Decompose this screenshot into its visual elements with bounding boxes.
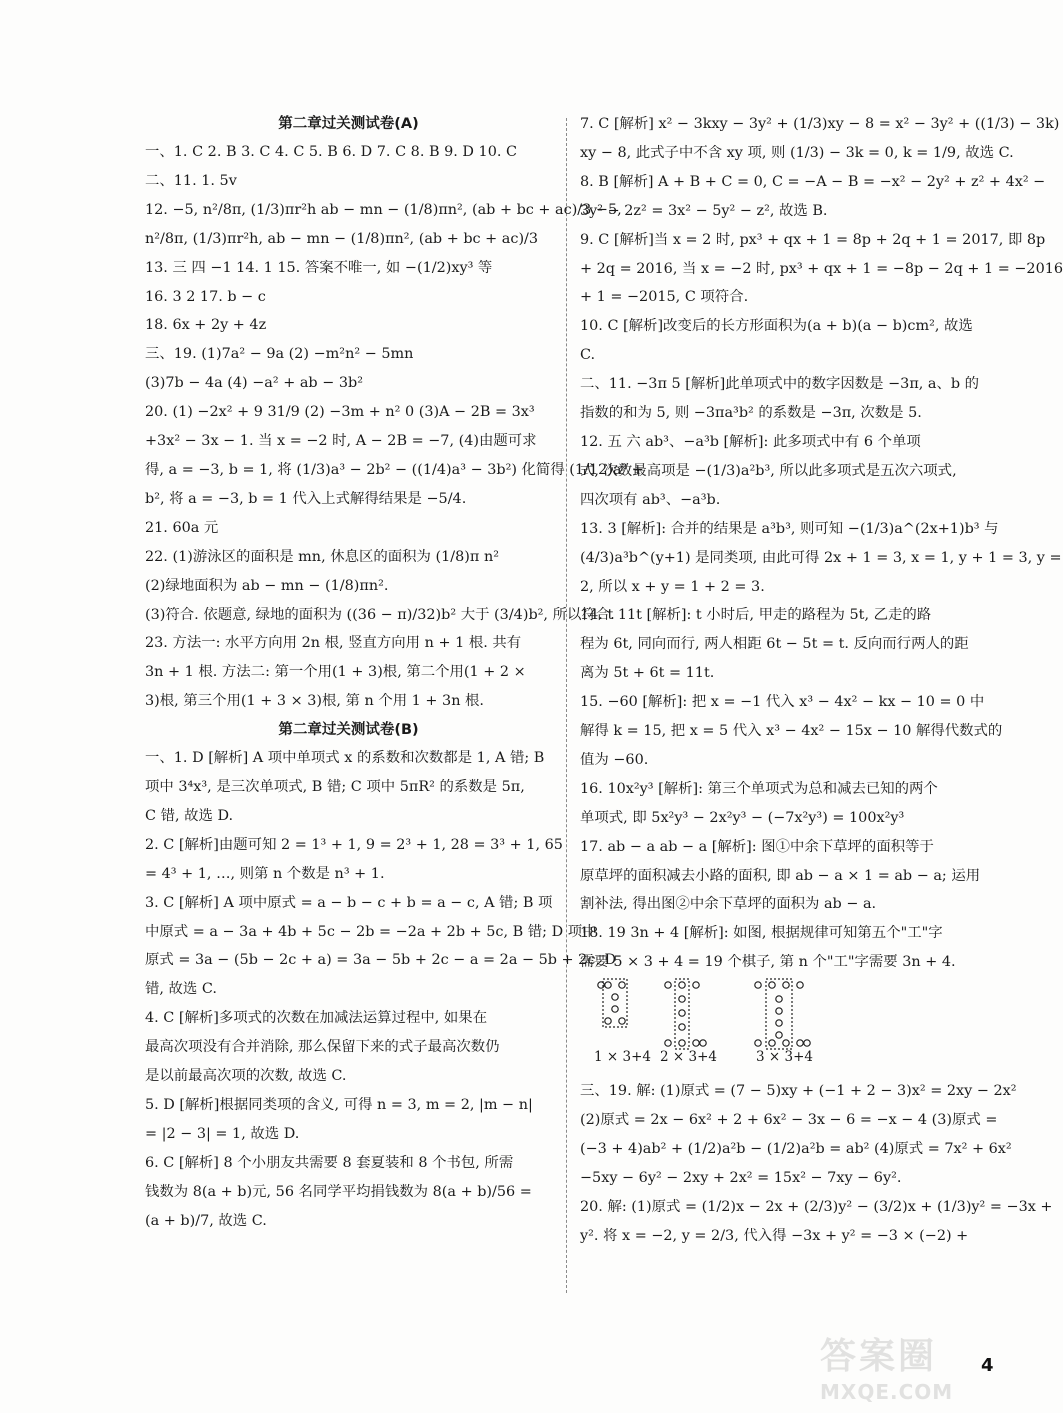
chess-piece	[679, 1024, 685, 1030]
chess-piece	[679, 982, 685, 988]
gong-figure	[580, 977, 984, 1077]
answer-line: 最高次项没有合并消除, 那么保留下来的式子最高次数仍	[145, 1039, 500, 1056]
answer-line: −5xy − 6y² − 2xy + 2x² = 15x² − 7xy − 6y².	[580, 1169, 902, 1186]
figure-label-1: 1 × 3+4	[594, 1049, 651, 1066]
answer-line: b², 将 a = −3, b = 1 代入上式解得结果是 −5/4.	[145, 490, 467, 507]
answer-line: (2)绿地面积为 ab − mn − (1/8)πn².	[145, 577, 389, 594]
answer-line: 6. C [解析] 8 个小朋友共需要 8 套夏装和 8 个书包, 所需	[145, 1154, 514, 1171]
answer-line: 值为 −60.	[580, 751, 649, 768]
answer-line: 3)根, 第三个用(1 + 3 × 3)根, 第 n 个用 1 + 3n 根.	[145, 693, 485, 710]
answer-line: 解得 k = 15, 把 x = 5 代入 x³ − 4x² − 15x − 10 解得代数式的	[580, 723, 1003, 740]
watermark	[820, 1328, 990, 1413]
answer-line: 23. 方法一: 水平方向用 2n 根, 竖直方向用 n + 1 根. 共有	[145, 635, 522, 652]
chess-piece	[797, 982, 803, 988]
answer-line: 二、11. 1. 5v	[145, 172, 237, 189]
answer-line: 2. C [解析]由题可知 2 = 1³ + 1, 9 = 2³ + 1, 28 = 3³ + 1, 65	[145, 836, 563, 853]
answer-line: 20. 解: (1)原式 = (1/2)x − 2x + (2/3)y² − (3/2)x + (1/3)y² = −3x +	[580, 1198, 1053, 1215]
answer-line: 4. C [解析]多项式的次数在加减法运算过程中, 如果在	[145, 1010, 488, 1027]
column-divider	[566, 118, 567, 1293]
answer-line: (a + b)/7, 故选 C.	[145, 1212, 267, 1229]
answer-line: C.	[580, 347, 596, 364]
chess-piece	[783, 982, 789, 988]
chess-piece	[605, 982, 611, 988]
answer-line: 四次项有 ab³、−a³b.	[580, 491, 721, 508]
answer-line: 3n + 1 根. 方法二: 第一个用(1 + 3)根, 第二个用(1 + 2 ×	[145, 664, 526, 681]
chess-piece	[612, 994, 618, 1000]
answer-line: 16. 10x²y³ [解析]: 第三个单项式为总和减去已知的两个	[580, 780, 938, 797]
chess-piece	[783, 1040, 789, 1046]
answer-line: 三、19. (1)7a² − 9a (2) −m²n² − 5mn	[145, 346, 414, 363]
watermark-logo-text: 答案圈	[820, 1336, 938, 1377]
chess-piece	[679, 1010, 685, 1016]
answer-line: 17. ab − a ab − a [解析]: 图①中余下草坪的面积等于	[580, 838, 934, 855]
answer-line: + 1 = −2015, C 项符合.	[580, 289, 749, 306]
answer-line: (3)符合. 依题意, 绿地的面积为 ((36 − π)/32)b² 大于 (3/4)b², 所以符合.	[145, 606, 615, 623]
answer-line: 14. t 11t [解析]: t 小时后, 甲走的路程为 5t, 乙走的路	[580, 607, 932, 624]
answer-line: 二、11. −3π 5 [解析]此单项式中的数字因数是 −3π, a、b 的	[580, 376, 980, 393]
figure-label-3: 3 × 3+4	[756, 1049, 813, 1066]
answer-line: 22. (1)游泳区的面积是 mn, 休息区的面积为 (1/8)π n²	[145, 548, 499, 565]
answer-line: C 错, 故选 D.	[145, 807, 234, 824]
answer-line: 13. 三 四 −1 14. 1 15. 答案不唯一, 如 −(1/2)xy³ 等	[145, 259, 493, 276]
answer-line: 16. 3 2 17. b − c	[145, 288, 266, 305]
answer-line: 单项式, 即 5x²y³ − 2x²y³ − (−7x²y³) = 100x²y³	[580, 809, 905, 826]
chess-piece	[769, 982, 775, 988]
chess-piece	[619, 1018, 625, 1024]
chess-piece	[693, 982, 699, 988]
answer-line: 3y² − 2z² = 3x² − 5y² − z², 故选 B.	[580, 202, 828, 219]
chess-piece	[605, 1018, 611, 1024]
answer-line: 一、1. D [解析] A 项中单项式 x 的系数和次数都是 1, A 错; B	[145, 750, 545, 767]
answer-line: + 2q = 2016, 当 x = −2 时, px³ + qx + 1 = −8p − 2q + 1 = −2016	[580, 260, 1063, 277]
right-column-top	[580, 110, 1063, 977]
answer-line: (3)7b − 4a (4) −a² + ab − 3b²	[145, 375, 363, 392]
chess-piece	[776, 996, 782, 1002]
chess-piece	[776, 1008, 782, 1014]
answer-line: 钱数为 8(a + b)元, 56 名同学平均捐钱数为 8(a + b)/56 =	[145, 1183, 532, 1200]
answer-line: 程为 6t, 同向而行, 两人相距 6t − 5t = t. 反向而行两人的距	[580, 636, 969, 653]
right-column-bottom	[580, 1077, 1053, 1250]
page-number: 4	[981, 1355, 994, 1376]
section-title: 第二章过关测试卷(B)	[278, 722, 419, 739]
chess-piece	[679, 996, 685, 1002]
chess-piece	[804, 1040, 810, 1046]
answer-line: 12. −5, n²/8π, (1/3)πr²h ab − mn − (1/8)πn², (ab + bc + ac)/3 −5,	[145, 201, 622, 218]
answer-line: 一、1. C 2. B 3. C 4. C 5. B 6. D 7. C 8. B 9. D 10. C	[145, 144, 518, 160]
chess-piece	[679, 1040, 685, 1046]
answer-line: 9. C [解析]当 x = 2 时, px³ + qx + 1 = 8p + 2q + 1 = 2017, 即 8p	[580, 231, 1046, 248]
answer-line: xy − 8, 此式子中不含 xy 项, 则 (1/3) − 3k = 0, k = 1/9, 故选 C.	[580, 144, 1014, 161]
chess-piece	[612, 1006, 618, 1012]
chess-piece	[755, 982, 761, 988]
answer-line: 13. 3 [解析]: 合并的结果是 a³b³, 则可知 −(1/3)a^(2x+1)b³ 与	[580, 520, 999, 537]
answer-line: 8. B [解析] A + B + C = 0, C = −A − B = −x² − 2y² + z² + 4x² −	[580, 173, 1046, 190]
answer-line: 项中 3⁴x³, 是三次单项式, B 错; C 项中 5πR² 的系数是 5π,	[145, 779, 525, 796]
answer-line: 式, 次数最高项是 −(1/3)a²b³, 所以此多项式是五次六项式,	[580, 462, 957, 479]
chess-piece	[755, 1040, 761, 1046]
chess-piece	[619, 982, 625, 988]
answer-line: 离为 5t + 6t = 11t.	[580, 665, 715, 682]
answer-line: 错, 故选 C.	[145, 981, 217, 998]
answer-line: 指数的和为 5, 则 −3πa³b² 的系数是 −3π, 次数是 5.	[580, 405, 922, 422]
answer-line: 原式 = 3a − (5b − 2c + a) = 3a − 5b + 2c − a = 2a − 5b + 2c, D	[145, 952, 617, 969]
answer-line: 15. −60 [解析]: 把 x = −1 代入 x³ − 4x² − kx − 10 = 0 中	[580, 694, 985, 711]
answer-line: (2)原式 = 2x − 6x² + 2 + 6x² − 3x − 6 = −x − 4 (3)原式 =	[580, 1112, 998, 1129]
answer-line: 3. C [解析] A 项中原式 = a − b − c + b = a − c, A 错; B 项	[145, 894, 553, 911]
chess-piece	[776, 1020, 782, 1026]
answer-line: 中原式 = a − 3a + 4b + 5c − 2b = −2a + 2b + 5c, B 错; D 项中	[145, 923, 597, 940]
section-title: 第二章过关测试卷(A)	[278, 116, 419, 132]
chess-piece	[665, 1040, 671, 1046]
answer-line: 需要 5 × 3 + 4 = 19 个棋子, 第 n 个"工"字需要 3n + 4.	[580, 954, 956, 971]
answer-line: 原草坪的面积减去小路的面积, 即 ab − a × 1 = ab − a; 运用	[580, 867, 981, 884]
answer-line: (4/3)a³b^(y+1) 是同类项, 由此可得 2x + 1 = 3, x = 1, y + 1 = 3, y =	[580, 549, 1062, 566]
answer-line: 10. C [解析]改变后的长方形面积为(a + b)(a − b)cm², 故选	[580, 318, 973, 335]
chess-piece	[776, 1032, 782, 1038]
answer-line: 20. (1) −2x² + 9 31/9 (2) −3m + n² 0 (3)A − 2B = 3x³	[145, 404, 535, 421]
dotted-outline	[603, 979, 627, 1027]
right-column	[580, 110, 1063, 1251]
answer-line: = 4³ + 1, …, 则第 n 个数是 n³ + 1.	[145, 865, 385, 882]
answer-line: = |2 − 3| = 1, 故选 D.	[145, 1125, 300, 1142]
answer-line: 18. 6x + 2y + 4z	[145, 317, 267, 334]
answer-line: y². 将 x = −2, y = 2/3, 代入得 −3x + y² = −3 × (−2) +	[580, 1227, 969, 1244]
answer-line: 是以前最高次项的次数, 故选 C.	[145, 1068, 347, 1085]
answer-line: n²/8π, (1/3)πr²h, ab − mn − (1/8)πn², (ab + bc + ac)/3	[145, 230, 539, 247]
answer-line: 得, a = −3, b = 1, 将 (1/3)a³ − 2b² − ((1/4)a³ − 3b²) 化简得 (1/12)a³ +	[145, 461, 644, 478]
answer-line: 21. 60a 元	[145, 519, 219, 536]
dotted-outline	[675, 979, 689, 1049]
chess-piece	[769, 1040, 775, 1046]
answer-line: 2, 所以 x + y = 1 + 2 = 3.	[580, 578, 765, 595]
answer-line: 三、19. 解: (1)原式 = (7 − 5)xy + (−1 + 2 − 3)x² = 2xy − 2x²	[580, 1083, 1017, 1100]
answer-line: 12. 五 六 ab³、−a³b [解析]: 此多项式中有 6 个单项	[580, 433, 921, 450]
answer-line: 18. 19 3n + 4 [解析]: 如图, 根据规律可知第五个"工"字	[580, 925, 943, 942]
answer-line: +3x² − 3x − 1. 当 x = −2 时, A − 2B = −7, (4)由题可求	[145, 433, 537, 450]
answer-line: 5. D [解析]根据同类项的含义, 可得 n = 3, m = 2, |m − n|	[145, 1097, 533, 1113]
answer-line: (−3 + 4)ab² + (1/2)a²b − (1/2)a²b = ab² (4)原式 = 7x² + 6x²	[580, 1141, 1012, 1157]
chess-piece	[797, 1040, 803, 1046]
answer-line: 7. C [解析] x² − 3kxy − 3y² + (1/3)xy − 8 = x² − 3y² + ((1/3) − 3k)	[580, 116, 1060, 132]
chess-piece	[693, 1040, 699, 1046]
chess-piece	[700, 1040, 706, 1046]
watermark-url: MXQE.COM	[820, 1380, 954, 1404]
figure-label-2: 2 × 3+4	[660, 1049, 717, 1066]
answer-line: 割补法, 得出图②中余下草坪的面积为 ab − a.	[580, 896, 877, 913]
chess-piece	[665, 982, 671, 988]
